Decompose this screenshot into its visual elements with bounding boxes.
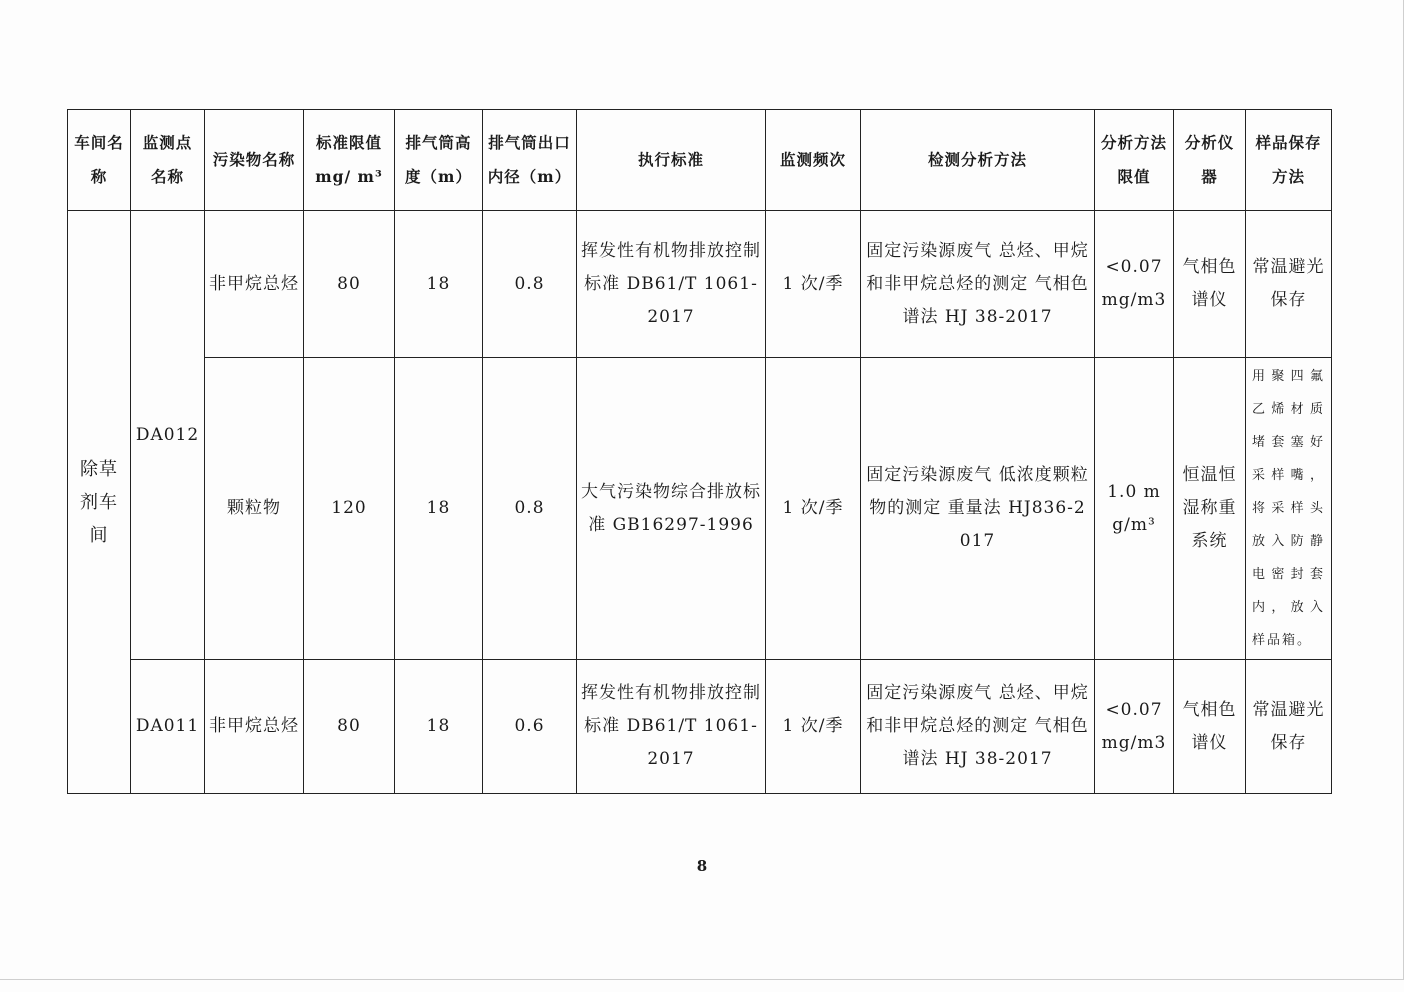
diameter-cell: 0.8: [483, 358, 577, 660]
pollutant-cell: 非甲烷总烃: [205, 211, 304, 358]
frequency-cell: 1 次/季: [766, 358, 861, 660]
monitoring-table: [67, 109, 1332, 794]
header-workshop: 车间名称: [68, 110, 131, 211]
header-diameter: 排气筒出口内径（m）: [483, 110, 577, 211]
limit-cell: 80: [304, 211, 395, 358]
instrument-cell: 恒温恒湿称重系统: [1174, 358, 1246, 660]
height-cell: 18: [395, 211, 483, 358]
frequency-cell: 1 次/季: [766, 211, 861, 358]
storage-cell: 常温避光保存: [1246, 211, 1332, 358]
standard-cell: 大气污染物综合排放标准 GB16297-1996: [577, 358, 766, 660]
pollutant-cell: 颗粒物: [205, 358, 304, 660]
workshop-cell: 除草剂车间: [68, 211, 131, 794]
header-row: [68, 110, 1332, 211]
method-limit-cell: <0.07mg/m3: [1095, 660, 1174, 794]
table-row: [68, 211, 1332, 358]
header-storage: 样品保存方法: [1246, 110, 1332, 211]
point-cell: DA011: [131, 660, 205, 794]
header-limit: [304, 110, 395, 211]
method-limit-cell: <0.07mg/m3: [1095, 211, 1174, 358]
standard-cell: 挥发性有机物排放控制标准 DB61/T 1061-2017: [577, 211, 766, 358]
header-point: 监测点名称: [131, 110, 205, 211]
header-frequency: 监测频次: [766, 110, 861, 211]
method-cell: 固定污染源废气 总烃、甲烷和非甲烷总烃的测定 气相色谱法 HJ 38-2017: [861, 660, 1095, 794]
header-standard: 执行标准: [577, 110, 766, 211]
instrument-cell: 气相色谱仪: [1174, 211, 1246, 358]
frequency-cell: 1 次/季: [766, 660, 861, 794]
header-pollutant: 污染物名称: [205, 110, 304, 211]
table-row: [68, 660, 1332, 794]
header-height: 排气筒高度（m）: [395, 110, 483, 211]
point-cell: DA012: [131, 211, 205, 660]
header-limit-label: 标准限值: [315, 133, 382, 152]
limit-cell: 120: [304, 358, 395, 660]
height-cell: 18: [395, 358, 483, 660]
pollutant-cell: 非甲烷总烃: [205, 660, 304, 794]
storage-cell: 用聚四氟乙烯材质堵套塞好采样嘴，将采样头放入防静电密封套内，放入样品箱。: [1246, 358, 1332, 660]
storage-cell: 常温避光保存: [1246, 660, 1332, 794]
header-method-limit: 分析方法限值: [1095, 110, 1174, 211]
limit-cell: 80: [304, 660, 395, 794]
table-row: [68, 358, 1332, 660]
diameter-cell: 0.8: [483, 211, 577, 358]
header-limit-unit: mg/ m³: [315, 167, 383, 186]
header-instrument: 分析仪器: [1174, 110, 1246, 211]
method-cell: 固定污染源废气 总烃、甲烷和非甲烷总烃的测定 气相色谱法 HJ 38-2017: [861, 211, 1095, 358]
header-method: 检测分析方法: [861, 110, 1095, 211]
method-limit-cell: 1.0 mg/m³: [1095, 358, 1174, 660]
instrument-cell: 气相色谱仪: [1174, 660, 1246, 794]
page-number: 8: [696, 857, 708, 875]
diameter-cell: 0.6: [483, 660, 577, 794]
standard-cell: 挥发性有机物排放控制标准 DB61/T 1061-2017: [577, 660, 766, 794]
method-cell: 固定污染源废气 低浓度颗粒物的测定 重量法 HJ836-2017: [861, 358, 1095, 660]
height-cell: 18: [395, 660, 483, 794]
